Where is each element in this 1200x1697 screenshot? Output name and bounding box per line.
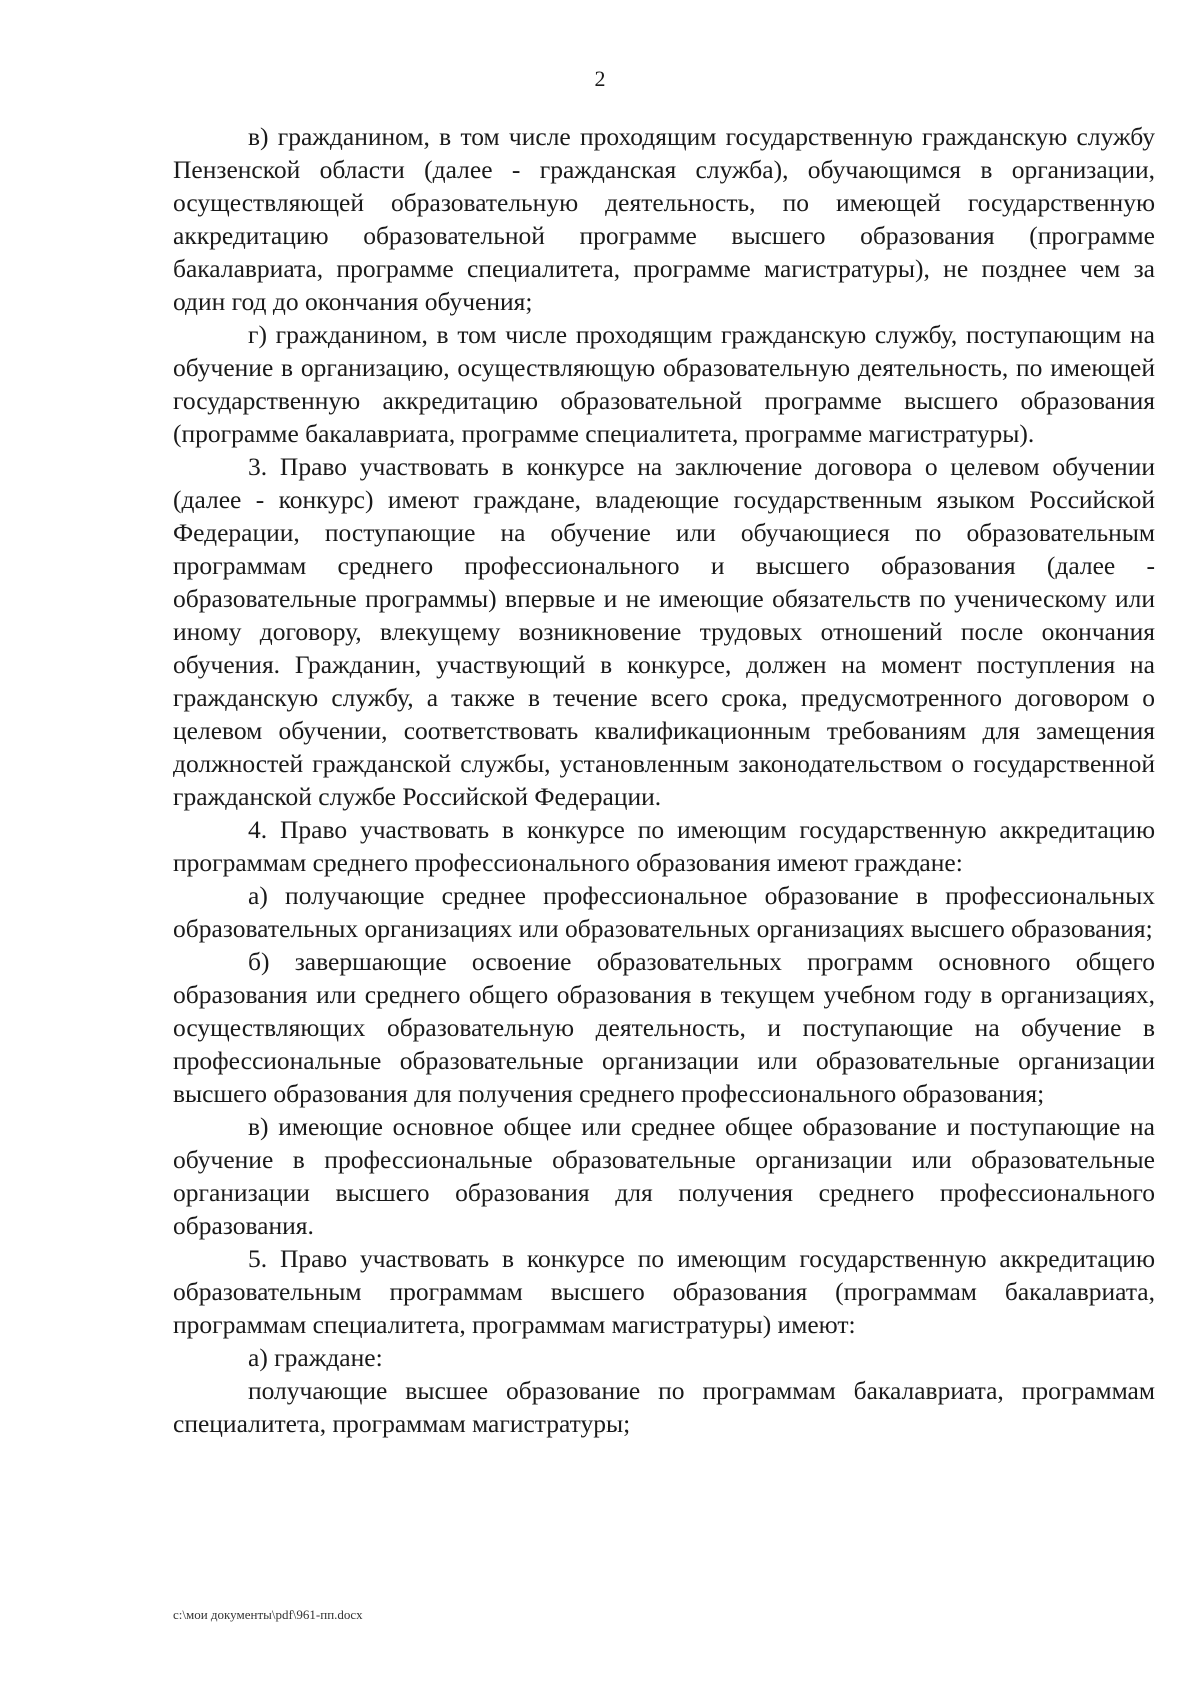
footer-file-path: c:\мои документы\pdf\961-пп.docx <box>173 1607 363 1622</box>
document-body <box>173 120 1155 1440</box>
paragraph-g: г) гражданином, в том числе проходящим гражданскую службу, поступающим на обучение в организацию, осуществляющую образовательную деятельность, по имеющей государственную аккредитацию образовательной программе высшего образования (программе бакалавриата, программе специалитета, программе магистратуры). <box>173 320 1155 448</box>
paragraph-4b: б) завершающие освоение образовательных программ основного общего образования или среднего общего образования в текущем учебном году в организациях, осуществляющих образовательную деятельность, и поступающие на обучение в профессиональные образовательные организации или образовательные организации высшего образования для получения среднего профессионального образования; <box>173 947 1155 1108</box>
paragraph-4: 4. Право участвовать в конкурсе по имеющим государственную аккредитацию программам среднего профессионального образования имеют граждане: <box>173 815 1155 877</box>
page-number: 2 <box>594 66 606 91</box>
paragraph-v: в) гражданином, в том числе проходящим государственную гражданскую службу Пензенской области (далее - гражданская служба), обучающимся в организации, осуществляющей образовательную деятельность, по имеющей государственную аккредитацию образовательной программе высшего образования (программе бакалавриата, программе специалитета, программе магистратуры), не позднее чем за один год до окончания обучения; <box>173 122 1155 316</box>
paragraph-4v: в) имеющие основное общее или среднее общее образование и поступающие на обучение в профессиональные образовательные организации или образовательные организации высшего образования для получения среднего профессионального образования. <box>173 1112 1155 1240</box>
paragraph-3: 3. Право участвовать в конкурсе на заключение договора о целевом обучении (далее - конкурс) имеют граждане, владеющие государственным языком Российской Федерации, поступающие на обучение или обучающиеся по образовательным программам среднего профессионального и высшего образования (далее - образовательные программы) впервые и не имеющие обязательств по ученическому или иному договору, влекущему возникновение трудовых отношений после окончания обучения. Гражданин, участвующий в конкурсе, должен на момент поступления на гражданскую службу, а также в течение всего срока, предусмотренного договором о целевом обучении, соответствовать квалификационным требованиям для замещения должностей гражданской службы, установленным законодательством о государственной гражданской службе Российской Федерации. <box>173 452 1155 811</box>
paragraph-5a: а) граждане: <box>248 1343 383 1372</box>
paragraph-5: 5. Право участвовать в конкурсе по имеющим государственную аккредитацию образовательным программам высшего образования (программам бакалавриата, программам специалитета, программам магистратуры) имеют: <box>173 1244 1155 1339</box>
paragraph-5a-item: получающие высшее образование по программам бакалавриата, программам специалитета, программам магистратуры; <box>173 1376 1155 1438</box>
paragraph-4a: а) получающие среднее профессиональное образование в профессиональных образовательных организациях или образовательных организациях высшего образования; <box>173 881 1155 943</box>
